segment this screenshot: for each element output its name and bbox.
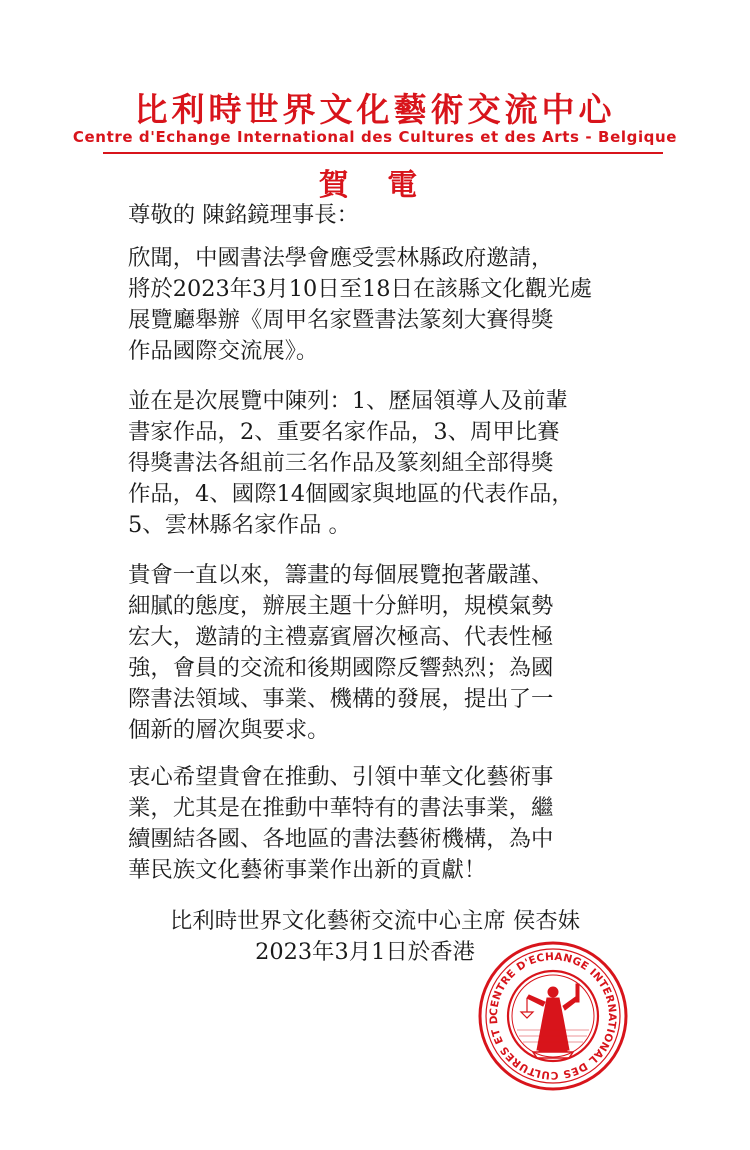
org-name-fr: Centre d'Echange International des Cultures et des Arts - Belgique [72, 128, 678, 146]
paragraph-4 [128, 762, 628, 886]
seal-icon [477, 940, 629, 1092]
paragraph-line: 細膩的態度，辦展主題十分鮮明，規模氣勢 [128, 593, 554, 619]
paragraph-line: 5、雲林縣名家作品 。 [128, 512, 351, 538]
official-seal [477, 940, 629, 1092]
document-heading: 賀 電 [318, 168, 432, 203]
paragraph-line: 強，會員的交流和後期國際反響熱烈；為國 [128, 655, 554, 681]
paragraph-2 [128, 386, 628, 541]
paragraph-line: 作品，4、國際14個國家與地區的代表作品， [128, 481, 574, 507]
paragraph-line: 業，尤其是在推動中華特有的書法事業，繼 [128, 795, 554, 821]
signature-date: 2023年3月1日於香港 [255, 939, 475, 965]
paragraph-line: 展覽廳舉辦《周甲名家暨書法篆刻大賽得獎 [128, 307, 554, 333]
paragraph-line: 並在是次展覽中陳列：1、歷屆領導人及前輩 [128, 388, 568, 414]
paragraph-line: 個新的層次與要求。 [128, 717, 330, 743]
svg-text:CENTRE D'ECHANGE INTERNATIONAL: CENTRE D'ECHANGE INTERNATIONAL DES CULTURES ET D [487, 950, 619, 1082]
org-name-zh: 比利時世界文化藝術交流中心 [134, 90, 616, 129]
paragraph-line: 華民族文化藝術事業作出新的貢獻！ [128, 857, 487, 883]
paragraph-line: 續團結各國、各地區的書法藝術機構，為中 [128, 826, 554, 852]
salutation: 尊敬的 陳銘鏡理事長： [128, 202, 360, 228]
paragraph-line: 將於2023年3月10日至18日在該縣文化觀光處 [128, 276, 593, 302]
paragraph-3 [128, 560, 628, 746]
paragraph-line: 貴會一直以來，籌畫的每個展覽抱著嚴謹、 [128, 562, 554, 588]
paragraph-line: 作品國際交流展》。 [128, 338, 319, 364]
paragraph-line: 宏大，邀請的主禮嘉賓層次極高、代表性極 [128, 624, 554, 650]
paragraph-line: 欣聞，中國書法學會應受雲林縣政府邀請， [128, 245, 554, 271]
paragraph-line: 得獎書法各組前三名作品及篆刻組全部得獎 [128, 450, 554, 476]
paragraph-line: 書家作品，2、重要名家作品，3、周甲比賽 [128, 419, 560, 445]
paragraph-1 [128, 243, 628, 367]
signature-name: 比利時世界文化藝術交流中心主席 侯杏妹 [169, 908, 581, 934]
paragraph-line: 衷心希望貴會在推動、引領中華文化藝術事 [128, 764, 554, 790]
header-divider [103, 152, 663, 154]
paragraph-line: 際書法領域、事業、機構的發展，提出了一 [128, 686, 554, 712]
